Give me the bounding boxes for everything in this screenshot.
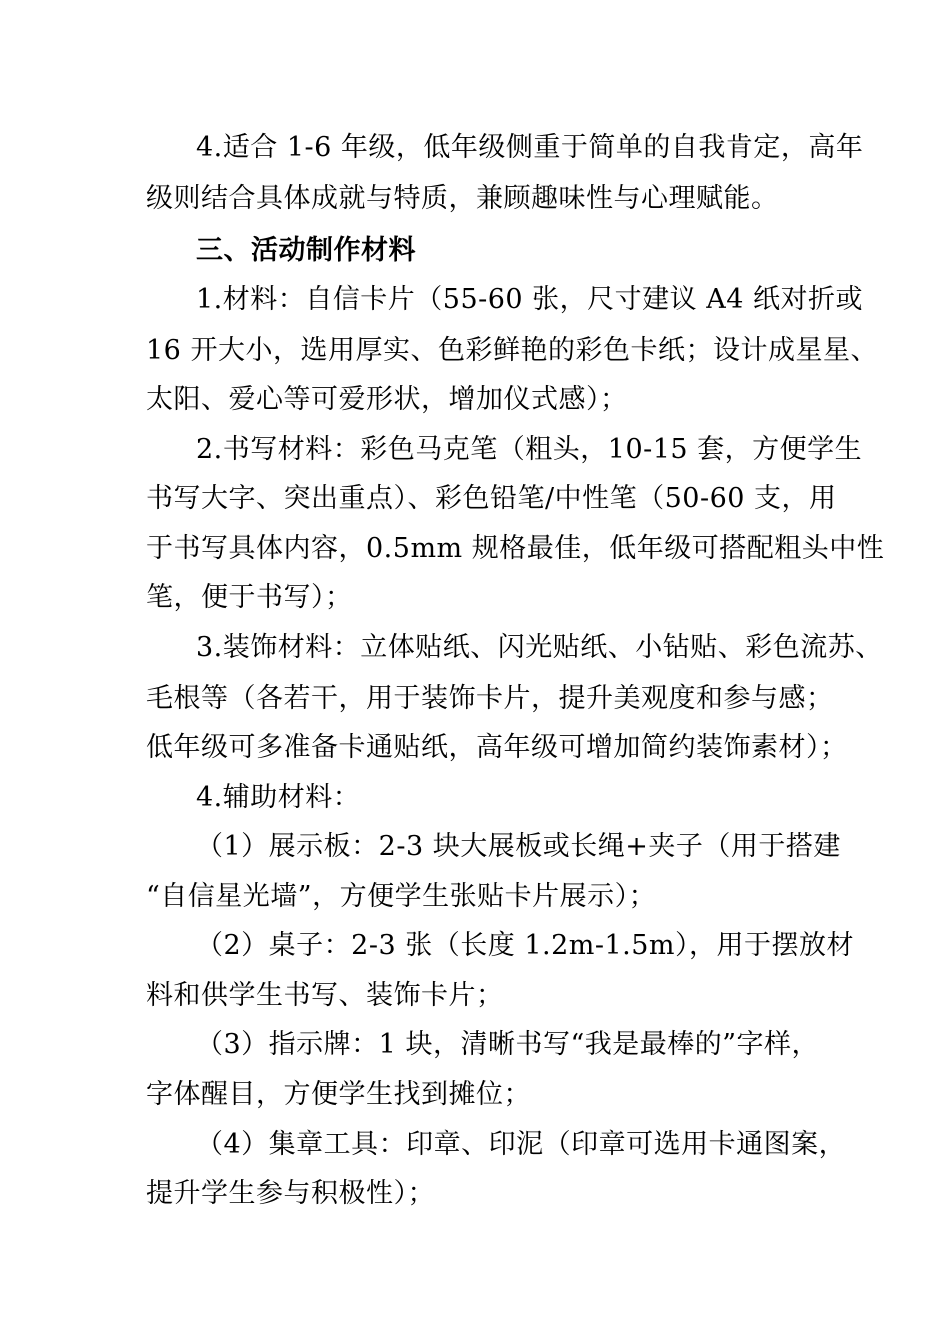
paragraph-line: 毛根等（各若干，用于装饰卡片，提升美观度和参与感； bbox=[146, 683, 834, 714]
paragraph-line: 笔，便于书写）； bbox=[146, 582, 353, 613]
paragraph-line: （4）集章工具：印章、印泥（印章可选用卡通图案， bbox=[196, 1129, 847, 1160]
paragraph-line: 3.装饰材料：立体贴纸、闪光贴纸、小钻贴、彩色流苏、 bbox=[196, 632, 883, 663]
paragraph-line: 2.书写材料：彩色马克笔（粗头，10-15 套，方便学生 bbox=[196, 434, 863, 465]
section-heading: 三、活动制作材料 bbox=[196, 235, 416, 266]
paragraph-line: 16 开大小，选用厚实、色彩鲜艳的彩色卡纸；设计成星星、 bbox=[146, 335, 878, 366]
paragraph-line: 4.辅助材料： bbox=[196, 782, 361, 813]
paragraph-line: 级则结合具体成就与特质，兼顾趣味性与心理赋能。 bbox=[146, 183, 779, 214]
paragraph-line: 太阳、爱心等可爱形状，增加仪式感）； bbox=[146, 384, 628, 415]
paragraph-line: 书写大字、突出重点）、彩色铅笔/中性笔（50-60 支，用 bbox=[146, 483, 837, 514]
paragraph-line: 于书写具体内容，0.5mm 规格最佳，低年级可搭配粗头中性 bbox=[146, 533, 885, 564]
paragraph-line: 低年级可多准备卡通贴纸，高年级可增加简约装饰素材）； bbox=[146, 732, 848, 763]
paragraph-line: 4.适合 1-6 年级，低年级侧重于简单的自我肯定，高年 bbox=[196, 132, 864, 163]
paragraph-line: “自信星光墙”，方便学生张贴卡片展示）； bbox=[146, 881, 657, 912]
paragraph-line: 料和供学生书写、装饰卡片； bbox=[146, 980, 504, 1011]
paragraph-line: 字体醒目，方便学生找到摊位； bbox=[146, 1079, 531, 1110]
paragraph-line: （3）指示牌：1 块，清晰书写“我是最棒的”字样， bbox=[196, 1029, 820, 1060]
paragraph-line: （1）展示板：2-3 块大展板或长绳+夹子（用于搭建 bbox=[196, 831, 841, 862]
paragraph-line: 提升学生参与积极性）； bbox=[146, 1178, 435, 1209]
paragraph-line: 1.材料：自信卡片（55-60 张，尺寸建议 A4 纸对折或 bbox=[196, 284, 864, 315]
paragraph-line: （2）桌子：2-3 张（长度 1.2m-1.5m），用于摆放材 bbox=[196, 930, 855, 961]
